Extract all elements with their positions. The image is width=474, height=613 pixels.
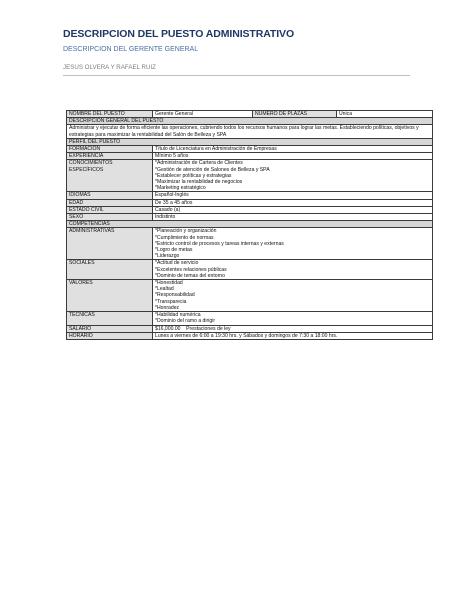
edad-label: EDAD: [67, 199, 153, 206]
plazas-value: Única: [337, 111, 433, 118]
list-item: *Excelentes relaciones públicas: [155, 266, 227, 273]
estado-civil-label: ESTADO CIVIL: [67, 206, 153, 213]
document-title: DESCRIPCION DEL PUESTO ADMINISTRATIVO: [63, 28, 295, 40]
row-nombre: [67, 111, 433, 118]
list-item: *Planeación y organización: [155, 228, 217, 235]
row-desc-header: [67, 118, 433, 125]
conocimientos-label: [67, 160, 153, 192]
conocimientos-list: [153, 160, 433, 192]
row-tecnicas: [67, 312, 433, 325]
edad-value: De 35 a 45 años: [153, 199, 433, 206]
job-description-form: [66, 110, 432, 340]
conocimientos-label-line2: ESPECÍFICOS: [69, 166, 104, 173]
list-item: *Actitud de servicio: [155, 260, 199, 267]
list-item: *Gestión de atención de Salones de Belleza y SPA: [155, 166, 270, 173]
formacion-value: Título de Licenciatura en Administración de Empresas: [153, 146, 433, 153]
tecnicas-label: TECNICAS: [67, 312, 153, 325]
row-salario: [67, 325, 433, 332]
row-desc-text: [67, 125, 433, 138]
job-description-table: [66, 110, 433, 340]
row-valores: [67, 280, 433, 312]
valores-list: [153, 280, 433, 312]
salario-label: SALARIO: [67, 325, 153, 332]
administrativas-label: ADMINISTRATIVAS: [67, 228, 153, 260]
row-edad: [67, 199, 433, 206]
list-item: *Dominio de temas del entorno: [155, 272, 225, 279]
salario-value: $16,000.00 Prestaciones de ley: [153, 325, 433, 332]
list-item: *Establecer políticas y estrategias: [155, 172, 232, 179]
tecnicas-list: [153, 312, 433, 325]
sociales-list: [153, 260, 433, 280]
horario-value: Lunes a viernes de 6:00 a 19:30 hrs. y Sábados y domingos de 7:30 a 18:00 hrs.: [153, 332, 433, 339]
administrativas-list: [153, 228, 433, 260]
row-formacion: [67, 146, 433, 153]
list-item: *Liderazgo: [155, 253, 180, 260]
valores-label: VALORES: [67, 280, 153, 312]
row-estado-civil: [67, 206, 433, 213]
experiencia-value: Mínimo 5 años: [153, 153, 433, 160]
list-item: *Logro de metas: [155, 247, 193, 254]
list-item: *Estricto control de procesos y tareas internas y externas: [155, 240, 284, 247]
formacion-label: FORMACIÓN: [67, 146, 153, 153]
document-subtitle: DESCRIPCION DEL GERENTE GENERAL: [63, 46, 199, 53]
sociales-label: SOCIALES: [67, 260, 153, 280]
sexo-value: Indistinto: [153, 214, 433, 221]
list-item: *Administración de Cartera de Clientes: [155, 160, 243, 167]
row-conocimientos: [67, 160, 433, 192]
list-item: *Maximizar la rentabilidad de negocios: [155, 179, 243, 186]
list-item: *Transparecia: [155, 298, 187, 305]
list-item: *Responsabilidad: [155, 292, 195, 299]
desc-header: DESCRIPCIÓN GENERAL DEL PUESTO: [67, 118, 433, 125]
row-sociales: [67, 260, 433, 280]
list-item: *Dominio del ramo a dirigir: [155, 318, 216, 325]
list-item: *Lealtad: [155, 286, 174, 293]
perfil-header: PERFIL DEL PUESTO: [67, 138, 433, 145]
row-idiomas: [67, 192, 433, 199]
row-perfil-header: [67, 138, 433, 145]
horario-label: HORARIO: [67, 332, 153, 339]
list-item: *Marketing estratégico: [155, 185, 206, 192]
nombre-value: Gerente General: [153, 111, 253, 118]
idiomas-value: Español-Inglés: [153, 192, 433, 199]
plazas-label: NUMERO DE PLAZAS: [253, 111, 337, 118]
row-competencias-header: [67, 221, 433, 228]
row-administrativas: [67, 228, 433, 260]
header-divider: [63, 75, 410, 76]
nombre-label: NOMBRE DEL PUESTO: [67, 111, 153, 118]
idiomas-label: IDIOMAS: [67, 192, 153, 199]
row-experiencia: [67, 153, 433, 160]
estado-civil-value: Casado (a): [153, 206, 433, 213]
list-item: *Honradez: [155, 304, 180, 311]
experiencia-label: EXPERIENCIA: [67, 153, 153, 160]
competencias-header: COMPETENCIAS: [67, 221, 433, 228]
row-horario: [67, 332, 433, 339]
sexo-label: SEXO: [67, 214, 153, 221]
list-item: *Cumplimiento de normas: [155, 234, 214, 241]
desc-text: Administrar y ejecutar de forma eficiente las operaciones, cubriendo todos los recursos humanos para lograr las metas. Estableciendo políticas, objetivos y estrategias para maximizar la rentabilidad del Salón de Belleza y SPA: [67, 125, 433, 138]
document-author: JESUS OLVERA Y RAFAEL RUIZ: [63, 64, 156, 71]
row-sexo: [67, 214, 433, 221]
list-item: *Habilidad numérica: [155, 312, 201, 319]
conocimientos-label-line1: CONOCIMIENTOS: [69, 160, 113, 167]
list-item: *Honestidad: [155, 280, 183, 287]
